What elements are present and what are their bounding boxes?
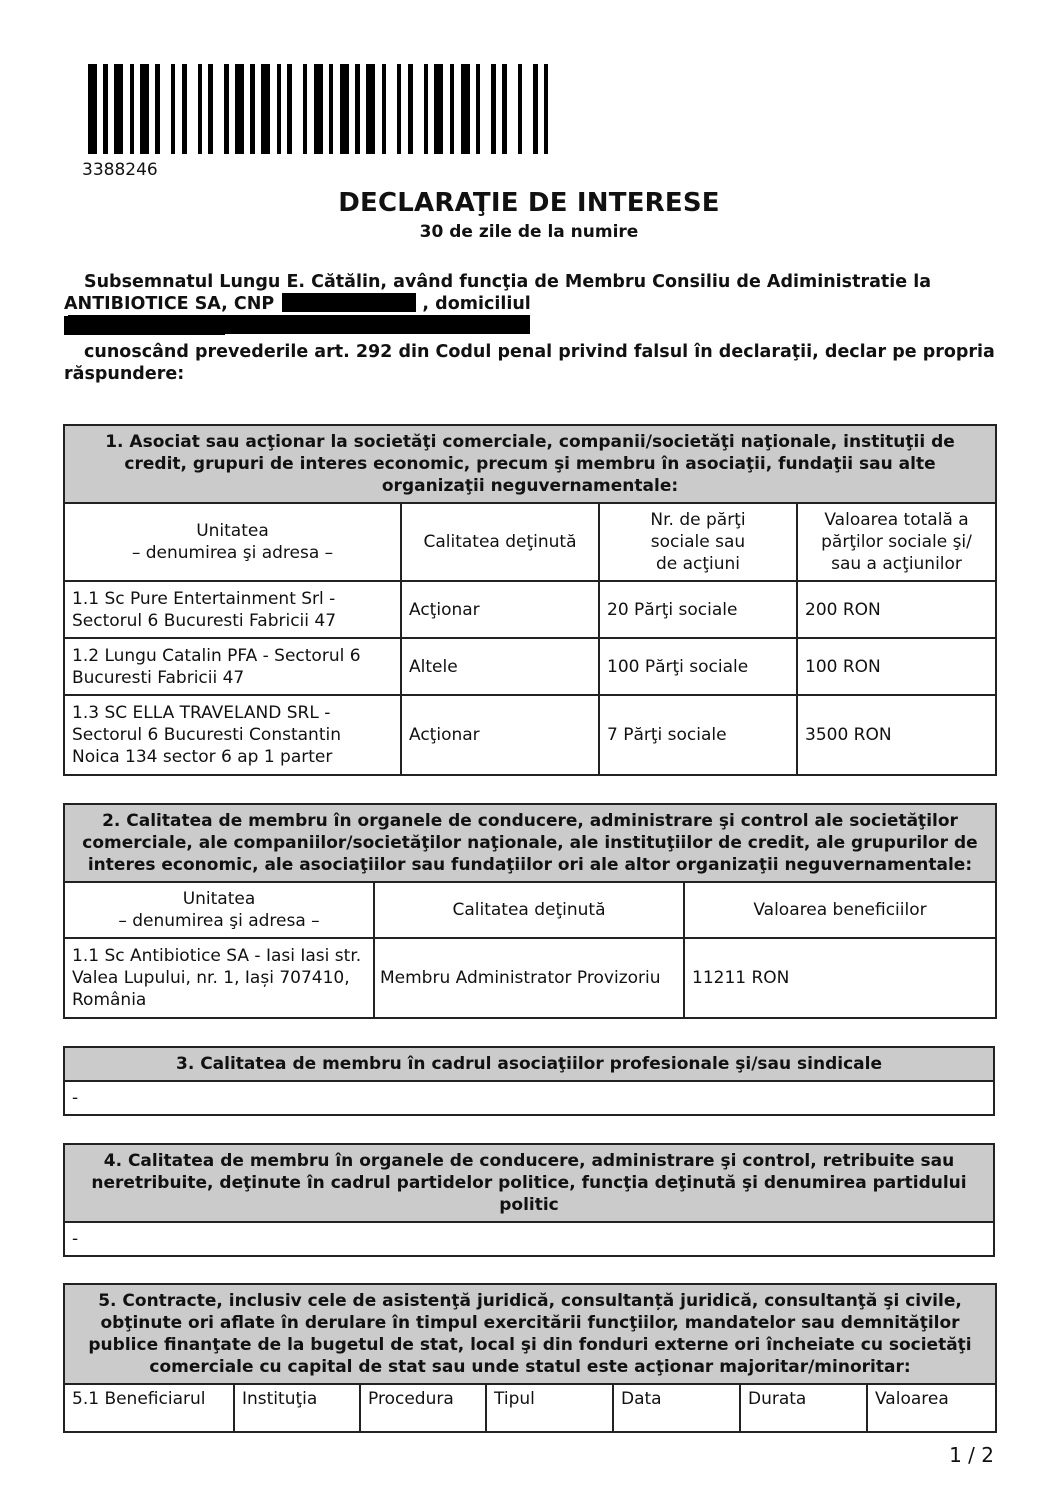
- section-4-title: 4. Calitatea de membru în organele de conducere, administrare şi control, retribuite sau neretribuite, deţinute în cadrul partidelor politice, funcţia deţinută şi denumirea partidului politic: [64, 1144, 994, 1222]
- barcode-bar: [340, 64, 349, 154]
- barcode-bar: [408, 64, 413, 154]
- section-3-value: -: [64, 1081, 994, 1115]
- barcode-bar: [491, 64, 496, 154]
- barcode: [88, 64, 573, 154]
- column-header-shares: Nr. de părţi sociale sau de acţiuni: [599, 503, 797, 581]
- table-row: [64, 638, 996, 695]
- page-title: DECLARAŢIE DE INTERESE: [338, 188, 720, 218]
- column-header-date: Data: [613, 1384, 740, 1432]
- benefits-cell: 11211 RON: [684, 938, 996, 1018]
- section-1-title: 1. Asociat sau acţionar la societăţi comerciale, companii/societăţi naţionale, instituţii de credit, grupuri de interes economic, precum şi membru în asociaţii, fundaţii sau alte organizaţii neguvernamentale:: [64, 425, 996, 503]
- barcode-bar: [450, 64, 454, 154]
- barcode-bar: [88, 64, 97, 154]
- barcode-bar: [533, 64, 538, 154]
- column-header-duration: Durata: [740, 1384, 867, 1432]
- unit-cell: 1.1 Sc Antibiotice SA - Iasi Iasi str. Valea Lupului, nr. 1, Iași 707410, România: [64, 938, 374, 1018]
- column-header-type: Tipul: [486, 1384, 613, 1432]
- barcode-bar: [140, 64, 149, 154]
- section-5-table: [63, 1283, 997, 1433]
- intro-line-3: cunoscând prevederile art. 292 din Codul penal privind falsul în declaraţii, declar pe propria: [84, 342, 995, 362]
- barcode-bar: [277, 64, 281, 154]
- domicile-text: , domiciliul: [422, 294, 531, 314]
- barcode-bar: [250, 64, 255, 154]
- column-header-beneficiary: 5.1 Beneficiarul: [64, 1384, 234, 1432]
- value-cell: 3500 RON: [797, 695, 996, 775]
- column-header-quality: Calitatea deţinută: [401, 503, 599, 581]
- document-id: 3388246: [82, 160, 158, 180]
- intro-line-2b: [64, 316, 999, 338]
- page-subtitle: 30 de zile de la numire: [419, 222, 639, 242]
- barcode-bar: [114, 64, 123, 154]
- value-cell: 200 RON: [797, 581, 996, 638]
- quality-cell: Membru Administrator Provizoriu: [374, 938, 684, 1018]
- column-header-procedure: Procedura: [360, 1384, 486, 1432]
- table-row: [64, 695, 996, 775]
- barcode-bar: [287, 64, 292, 154]
- barcode-bar: [382, 64, 386, 154]
- barcode-bar: [518, 64, 522, 154]
- barcode-bar: [502, 64, 507, 154]
- intro-line-1: Subsemnatul Lungu E. Cătălin, având funcţia de Membru Consiliu de Adiministratie la: [84, 272, 932, 292]
- barcode-bar: [303, 64, 307, 154]
- barcode-bar: [314, 64, 323, 154]
- barcode-bar: [235, 64, 244, 154]
- shares-cell: 20 Părţi sociale: [599, 581, 797, 638]
- column-header-value: Valoarea totală a părţilor sociale şi/ sau a acţiunilor: [797, 503, 996, 581]
- shares-cell: 100 Părţi sociale: [599, 638, 797, 695]
- section-2-table: [63, 803, 997, 1019]
- barcode-bar: [198, 64, 202, 154]
- barcode-bar: [171, 64, 175, 154]
- barcode-bar: [366, 64, 375, 154]
- section-5-title: 5. Contracte, inclusiv cele de asistenţă juridică, consultanță juridică, consultanţă şi civile, obţinute ori aflate în derulare în timpul exercitării funcţiilor, mandatelor sau demnităţilor publice finanţate de la bugetul de stat, local şi din fonduri externe ori încheiate cu societăţi comerciale cu capital de stat sau unde statul este acţionar majoritar/minoritar:: [64, 1284, 996, 1384]
- column-header-unit: Unitatea – denumirea şi adresa –: [64, 503, 401, 581]
- quality-cell: Altele: [401, 638, 599, 695]
- intro-line-4: răspundere:: [64, 364, 185, 384]
- column-header-value: Valoarea: [867, 1384, 996, 1432]
- barcode-bar: [130, 64, 134, 154]
- section-3-table: [63, 1046, 995, 1116]
- barcode-bar: [461, 64, 470, 154]
- barcode-bar: [103, 64, 108, 154]
- barcode-bar: [224, 64, 229, 154]
- barcode-bar: [476, 64, 480, 154]
- unit-cell: 1.3 SC ELLA TRAVELAND SRL - Sectorul 6 Bucuresti Constantin Noica 134 sector 6 ap 1 parter: [64, 695, 401, 775]
- shares-cell: 7 Părţi sociale: [599, 695, 797, 775]
- section-2-title: 2. Calitatea de membru în organele de conducere, administrare şi control ale societăţilor comerciale, ale companiilor/societăţilor naţionale, ale instituţiilor de credit, ale grupurilor de interes economic, ale asociaţiilor sau fundaţiilor ori ale altor organizaţii neguvernamentale:: [64, 804, 996, 882]
- quality-cell: Acţionar: [401, 695, 599, 775]
- barcode-bar: [208, 64, 213, 154]
- section-1-table: [63, 424, 997, 776]
- table-row: [64, 581, 996, 638]
- section-4-table: [63, 1143, 995, 1257]
- barcode-bar: [261, 64, 270, 154]
- barcode-bar: [329, 64, 333, 154]
- barcode-bar: [182, 64, 187, 154]
- quality-cell: Acţionar: [401, 581, 599, 638]
- barcode-bar: [155, 64, 160, 154]
- value-cell: 100 RON: [797, 638, 996, 695]
- barcode-bar: [434, 64, 443, 154]
- redacted-address-continued: [64, 316, 225, 335]
- barcode-bar: [355, 64, 360, 154]
- redacted-cnp: [282, 293, 416, 312]
- page-number: 1 / 2: [949, 1443, 994, 1467]
- unit-cell: 1.2 Lungu Catalin PFA - Sectorul 6 Bucuresti Fabricii 47: [64, 638, 401, 695]
- barcode-bar: [424, 64, 428, 154]
- barcode-bar: [544, 64, 548, 154]
- company-cnp-text: ANTIBIOTICE SA, CNP: [64, 294, 275, 314]
- barcode-bar: [397, 64, 401, 154]
- unit-cell: 1.1 Sc Pure Entertainment Srl - Sectorul 6 Bucuresti Fabricii 47: [64, 581, 401, 638]
- column-header-quality: Calitatea deţinută: [374, 882, 684, 938]
- section-3-title: 3. Calitatea de membru în cadrul asociaţiilor profesionale şi/sau sindicale: [64, 1047, 994, 1081]
- table-row: [64, 938, 996, 1018]
- column-header-institution: Instituţia: [234, 1384, 360, 1432]
- column-header-benefits: Valoarea beneficiilor: [684, 882, 996, 938]
- section-4-value: -: [64, 1222, 994, 1256]
- column-header-unit: Unitatea – denumirea şi adresa –: [64, 882, 374, 938]
